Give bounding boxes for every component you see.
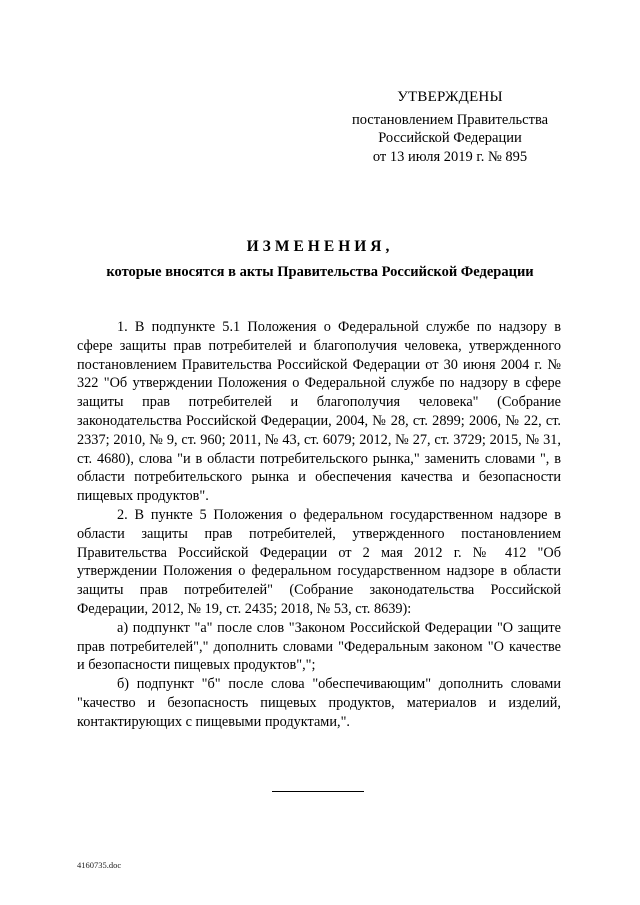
paragraph-2a: а) подпункт "а" после слов "Законом Российской Федерации "О защите прав потребителей"," дополнить словами "Федеральным законом "О качестве и безопасности пищевых продуктов","; (77, 619, 561, 674)
document-title: ИЗМЕНЕНИЯ, (246, 238, 394, 255)
approval-line-3: от 13 июля 2019 г. № 895 (372, 148, 528, 165)
document-subtitle: которые вносятся в акты Правительства Российской Федерации (106, 264, 534, 280)
document-body (77, 318, 561, 732)
approval-stamp (330, 88, 570, 166)
paragraph-1: 1. В подпункте 5.1 Положения о Федеральной службе по надзору в сфере защиты прав потребителей и благополучия человека, утвержденного постановлением Правительства Российской Федерации от 30 июня 2004 г. № 322 "Об утверждении Положения о Федеральной службе по надзору в сфере защиты прав потребителей и благополучия человека" (Собрание законодательства Российской Федерации, 2004, № 28, ст. 2899; 2006, № 22, ст. 2337; 2010, № 9, ст. 960; 2011, № 43, ст. 6079; 2012, № 27, ст. 3729; 2015, № 31, ст. 4680), слова "и в области потребительского рынка," заменить словами ", в области потребительского рынка и обеспечения качества и безопасности пищевых продуктов". (77, 319, 561, 505)
paragraph-2: 2. В пункте 5 Положения о федеральном государственном надзоре в области защиты прав потребителей, утвержденного постановлением Правительства Российской Федерации от 2 мая 2012 г. № 412 "Об утверждении Положения о федеральном государственном надзоре в области защиты прав потребителей" (Собрание законодательства Российской Федерации, 2012, № 19, ст. 2435; 2018, № 53, ст. 8639): (77, 506, 561, 617)
approval-line-1: постановлением Правительства (351, 111, 549, 128)
approval-heading: УТВЕРЖДЕНЫ (397, 89, 503, 105)
end-divider (272, 791, 364, 792)
footer-file-name: 4160735.doc (77, 860, 122, 870)
paragraph-2b: б) подпункт "б" после слова "обеспечивающим" дополнить словами "качество и безопасность пищевых продуктов, материалов и изделий, контактирующих с пищевыми продуктами,". (77, 676, 561, 730)
document-title-block (60, 238, 580, 281)
approval-line-2: Российской Федерации (378, 130, 522, 146)
